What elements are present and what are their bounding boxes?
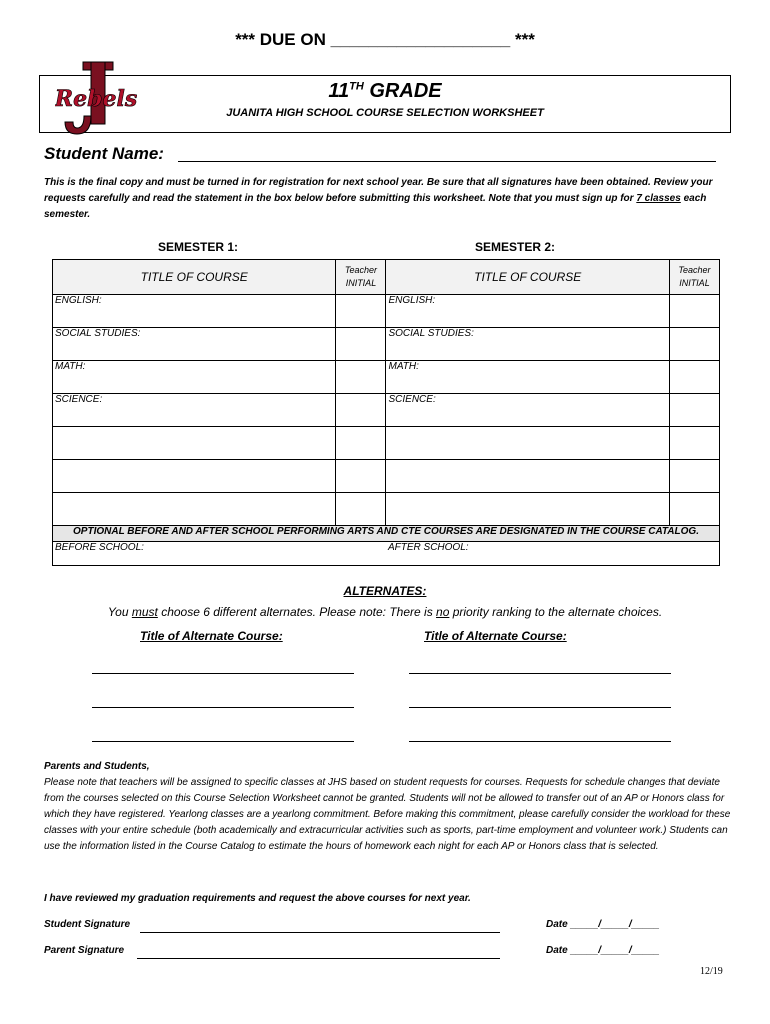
alternate-course-field[interactable] bbox=[409, 741, 671, 742]
alternates-title: ALTERNATES: bbox=[343, 584, 427, 598]
review-statement: I have reviewed my graduation requirements and request the above courses for next year. bbox=[44, 893, 471, 904]
due-date-line: *** DUE ON ___________________ *** bbox=[235, 30, 535, 49]
table-row bbox=[53, 427, 720, 460]
alternate-course-field[interactable] bbox=[92, 707, 354, 708]
optional-courses-note: OPTIONAL BEFORE AND AFTER SCHOOL PERFORMING ARTS AND CTE COURSES ARE DESIGNATED IN THE COURSE CATALOG. bbox=[53, 526, 720, 542]
table-row bbox=[53, 394, 720, 427]
alternate-course-field[interactable] bbox=[409, 707, 671, 708]
sem2-course-cell[interactable]: MATH: bbox=[386, 361, 669, 394]
parent-signature-label: Parent Signature bbox=[44, 945, 125, 956]
sem2-initial-cell[interactable] bbox=[669, 295, 719, 328]
after-school-label: AFTER SCHOOL: bbox=[387, 542, 469, 553]
sem2-initial-cell[interactable] bbox=[669, 394, 719, 427]
sem2-initial-cell[interactable] bbox=[669, 493, 719, 526]
optional-courses-note-row bbox=[53, 526, 720, 542]
sem2-initial-cell[interactable] bbox=[669, 427, 719, 460]
sem1-initial-cell[interactable] bbox=[336, 460, 386, 493]
sem1-course-cell[interactable]: ENGLISH: bbox=[53, 295, 336, 328]
sem2-title-header: TITLE OF COURSE bbox=[386, 260, 669, 295]
before-school-label: BEFORE SCHOOL: bbox=[55, 542, 144, 553]
sem1-initial-cell[interactable] bbox=[336, 427, 386, 460]
sem1-course-cell[interactable] bbox=[53, 427, 336, 460]
sem2-initial-cell[interactable] bbox=[669, 460, 719, 493]
svg-text:Rebels: Rebels bbox=[55, 86, 137, 112]
school-subtitle: JUANITA HIGH SCHOOL COURSE SELECTION WORKSHEET bbox=[226, 107, 544, 119]
sem1-title-header: TITLE OF COURSE bbox=[53, 260, 336, 295]
semester-2-heading: SEMESTER 2: bbox=[475, 240, 556, 254]
sem2-course-cell[interactable] bbox=[386, 460, 669, 493]
student-signature-label: Student Signature bbox=[44, 919, 131, 930]
instructions-text: This is the final copy and must be turned in for registration for next school year. Be sure that all signatures have been obtained. Review your requests carefully and read the statement in the box below before submitting this worksheet. Note that you must sign up for 7 classes each semester. bbox=[44, 177, 713, 220]
sem1-initial-cell[interactable] bbox=[336, 328, 386, 361]
alternate-course-field[interactable] bbox=[92, 741, 354, 742]
sem1-initial-cell[interactable] bbox=[336, 295, 386, 328]
sem1-course-cell[interactable]: SOCIAL STUDIES: bbox=[53, 328, 336, 361]
sem1-course-cell[interactable] bbox=[53, 493, 336, 526]
before-school-field[interactable] bbox=[53, 542, 386, 566]
alternate-course-field[interactable] bbox=[409, 673, 671, 674]
table-row bbox=[53, 460, 720, 493]
student-name-field[interactable] bbox=[178, 161, 716, 162]
form-version: 12/19 bbox=[700, 966, 723, 977]
parent-date-label: Date _____/_____/_____ bbox=[546, 945, 660, 956]
student-date-label: Date _____/_____/_____ bbox=[546, 919, 660, 930]
table-row bbox=[53, 361, 720, 394]
student-name-label: Student Name: bbox=[44, 144, 164, 163]
sem2-course-cell[interactable] bbox=[386, 427, 669, 460]
parents-notice-text: Please note that teachers will be assigned to specific classes at JHS based on student requests for courses. Requests for schedule changes that deviate from the courses selected on this Course Selection Worksheet cannot be granted. Students will not be allowed to transfer out of an AP or Honors class for which they have registered. Yearlong classes are a yearlong commitment. Before making this commitment, please carefully consider the workload for these classes with your entire schedule (both academically and extracurricular activities such as sports, part-time employment and volunteer work.) Students can use the information listed in the Course Catalog to estimate the hours of homework each night for each AP or Honors class that is selected. bbox=[44, 777, 731, 852]
student-signature-field[interactable] bbox=[140, 932, 500, 933]
before-after-school-row bbox=[53, 542, 720, 566]
sem1-initial-header: Teacher INITIAL bbox=[336, 260, 386, 295]
alternate-col-right-heading: Title of Alternate Course: bbox=[424, 629, 567, 643]
alternates-instructions: You must choose 6 different alternates. Please note: There is no priority ranking to the alternate choices. bbox=[107, 605, 663, 619]
sem2-course-cell[interactable]: SOCIAL STUDIES: bbox=[386, 328, 669, 361]
table-header-row bbox=[53, 260, 720, 295]
sem1-initial-cell[interactable] bbox=[336, 493, 386, 526]
sem1-initial-cell[interactable] bbox=[336, 361, 386, 394]
sem2-initial-cell[interactable] bbox=[669, 361, 719, 394]
table-row bbox=[53, 295, 720, 328]
sem1-course-cell[interactable] bbox=[53, 460, 336, 493]
sem2-course-cell[interactable]: SCIENCE: bbox=[386, 394, 669, 427]
sem2-initial-header: Teacher INITIAL bbox=[669, 260, 719, 295]
parent-date-field[interactable]: _____/_____/_____ bbox=[570, 945, 660, 956]
alternate-course-field[interactable] bbox=[92, 673, 354, 674]
table-row bbox=[53, 493, 720, 526]
course-selection-table bbox=[52, 259, 720, 566]
parent-signature-field[interactable] bbox=[137, 958, 500, 959]
alternate-col-left-heading: Title of Alternate Course: bbox=[140, 629, 283, 643]
student-date-field[interactable]: _____/_____/_____ bbox=[570, 919, 660, 930]
sem2-initial-cell[interactable] bbox=[669, 328, 719, 361]
sem1-initial-cell[interactable] bbox=[336, 394, 386, 427]
grade-title: 11TH GRADE bbox=[328, 80, 442, 102]
parents-heading: Parents and Students, bbox=[44, 761, 150, 772]
table-row bbox=[53, 328, 720, 361]
semester-1-heading: SEMESTER 1: bbox=[158, 240, 239, 254]
sem1-course-cell[interactable]: MATH: bbox=[53, 361, 336, 394]
sem2-course-cell[interactable]: ENGLISH: bbox=[386, 295, 669, 328]
sem1-course-cell[interactable]: SCIENCE: bbox=[53, 394, 336, 427]
after-school-field[interactable] bbox=[386, 542, 720, 566]
sem2-course-cell[interactable] bbox=[386, 493, 669, 526]
